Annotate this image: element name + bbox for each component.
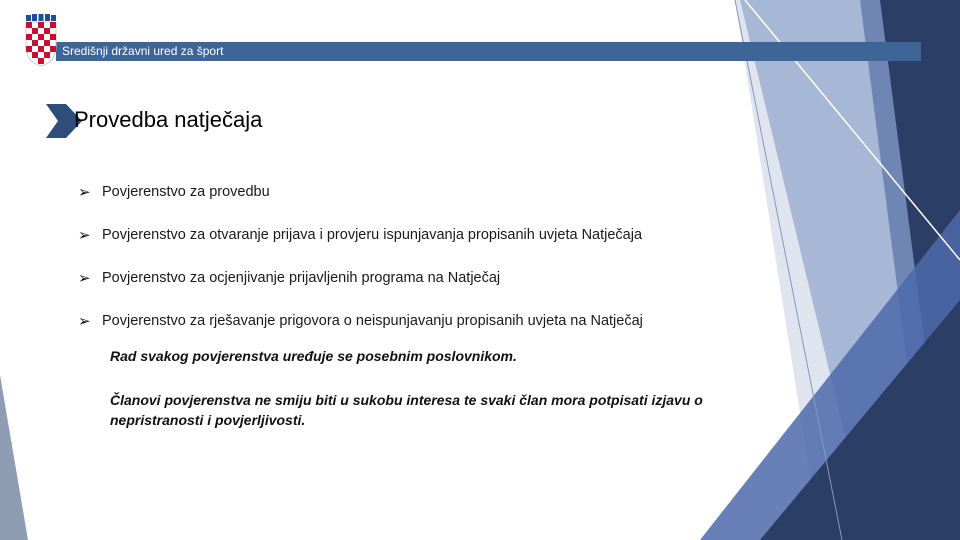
slide-title: Provedba natječaja bbox=[74, 107, 263, 132]
list-item bbox=[78, 213, 643, 256]
institution-name: Središnji državni ured za šport bbox=[62, 44, 224, 58]
bullet-text: Povjerenstvo za ocjenjivanje prijavljenih programa na Natječaj bbox=[102, 269, 501, 286]
arrowhead-bullet-icon: ➢ bbox=[78, 226, 91, 244]
arrowhead-bullet-icon: ➢ bbox=[78, 269, 91, 287]
conflict-of-interest-note: Članovi povjerenstva ne smiju biti u sukobu interesa te svaki član mora potpisati izjavu o nepristranosti i povjerljivosti. bbox=[110, 392, 703, 428]
bullet-text: Povjerenstvo za otvaranje prijava i provjeru ispunjavanja propisanih uvjeta Natječaja bbox=[102, 226, 643, 243]
rules-note: Rad svakog povjerenstva uređuje se posebnim poslovnikom. bbox=[110, 348, 517, 364]
croatian-coat-of-arms-icon bbox=[20, 14, 62, 68]
arrowhead-bullet-icon: ➢ bbox=[78, 183, 91, 201]
list-item bbox=[78, 256, 643, 299]
bullet-text: Povjerenstvo za provedbu bbox=[102, 183, 270, 200]
list-item bbox=[78, 170, 643, 213]
committee-list bbox=[78, 170, 643, 342]
arrowhead-bullet-icon: ➢ bbox=[78, 312, 91, 330]
bullet-text: Povjerenstvo za rješavanje prigovora o neispunjavanju propisanih uvjeta na Natječaj bbox=[102, 312, 643, 329]
institution-header-bar bbox=[56, 42, 921, 61]
list-item bbox=[78, 299, 643, 342]
